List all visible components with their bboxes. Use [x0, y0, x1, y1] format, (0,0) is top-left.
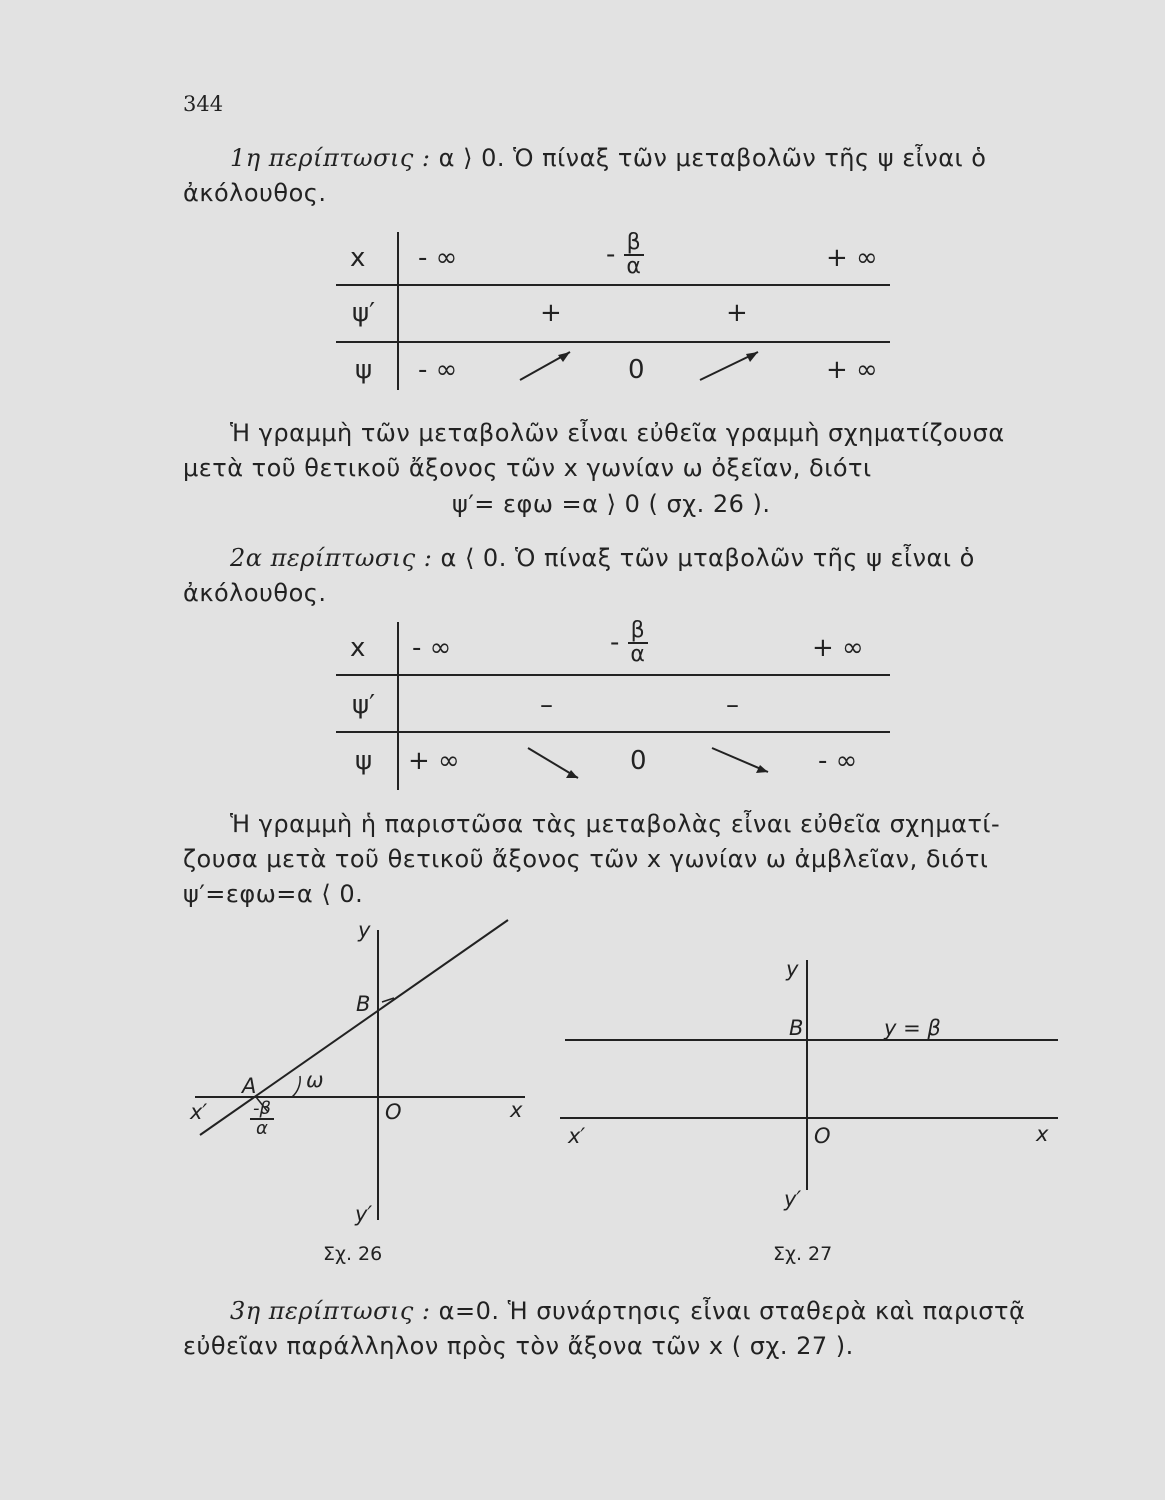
para1-line3: ψ′= εφω =α ⟩ 0 ( σχ. 26 ). — [452, 490, 771, 518]
fig27-origin-label: O — [814, 1124, 831, 1148]
t2-x-c3: + ∞ — [812, 633, 864, 663]
t2-psi-c3: - ∞ — [818, 746, 858, 776]
t1-psi-c2: 0 — [628, 355, 645, 385]
t2-dpsi-label: ψ′ — [352, 690, 376, 720]
case3-heading: 3η περίπτωσις : — [230, 1297, 431, 1325]
fig27-xprime-label: x′ — [568, 1124, 586, 1148]
case1-text: α ⟩ 0. Ὁ πίναξ τῶν μεταβολῶν τῆς ψ εἶναι ὁ — [430, 144, 987, 172]
t2-x-label: x — [350, 633, 366, 663]
t1-dpsi-label: ψ′ — [352, 298, 376, 328]
t2-psi-label: ψ — [355, 746, 373, 776]
para2-line1: Ἡ γραμμὴ ἡ παριστῶσα τὰς μεταβολὰς εἶναι εὐθεῖα σχηματί- — [230, 810, 1001, 838]
fig27-equation-label: y = β — [884, 1016, 941, 1040]
case1-heading: 1η περίπτωσις : — [230, 144, 431, 172]
fig26-xprime-label: x′ — [190, 1100, 208, 1124]
fig27-y-label: y — [786, 957, 799, 981]
t1-x-label: x — [350, 243, 366, 273]
fig26-A-label: A — [242, 1074, 257, 1098]
fig27-caption: Σχ. 27 — [773, 1243, 833, 1265]
case3-text: α=0. Ἡ συνάρτησις εἶναι σταθερὰ καὶ παριστᾷ — [430, 1297, 1026, 1325]
case3-line2: εὐθεῖαν παράλληλον πρὸς τὸν ἄξονα τῶν x ( σχ. 27 ). — [183, 1332, 854, 1360]
t2-dpsi-c2: – — [726, 690, 739, 720]
para1-line1: Ἡ γραμμὴ τῶν μεταβολῶν εἶναι εὐθεῖα γραμμὴ σχηματίζουσα — [230, 419, 1005, 447]
para1-line2: μετὰ τοῦ θετικοῦ ἄξονος τῶν x γωνίαν ω ὀξεῖαν, διότι — [183, 454, 872, 482]
case2-line2: ἀκόλουθος. — [183, 579, 327, 607]
t1-dpsi-c2: + — [726, 298, 748, 328]
t1-x-c3: + ∞ — [826, 243, 878, 273]
fig27-x-label: x — [1036, 1122, 1049, 1146]
t2-x-c2: - $\frac{\beta}{\alpha}$ — [610, 620, 648, 666]
fig26-y-label: y — [358, 918, 371, 942]
fig26-B-label: B — [356, 992, 371, 1016]
t1-psi-c3: + ∞ — [826, 355, 878, 385]
para2-line2: ζουσα μετὰ τοῦ θετικοῦ ἄξονος τῶν x γωνίαν ω ἀμβλεῖαν, διότι — [183, 845, 989, 873]
fig26-intercept-fraction: $\frac{-\beta}{\alpha}$ — [250, 1100, 274, 1138]
fig27-yprime-label: y′ — [784, 1187, 802, 1211]
t2-dpsi-c1: – — [540, 690, 553, 720]
t1-x-c2: - $\frac{\beta}{\alpha}$ — [606, 232, 644, 278]
case2-heading: 2α περίπτωσις : — [230, 544, 433, 572]
t2-x-c1: - ∞ — [412, 633, 452, 663]
fig26-origin-label: O — [385, 1100, 402, 1124]
t2-psi-c2: 0 — [630, 746, 647, 776]
case2-text: α ⟨ 0. Ὁ πίναξ τῶν μταβολῶν τῆς ψ εἶναι ὁ — [432, 544, 975, 572]
case1-line2: ἀκόλουθος. — [183, 179, 327, 207]
t2-psi-c1: + ∞ — [408, 746, 460, 776]
fig26-x-label: x — [510, 1098, 523, 1122]
fig26-yprime-label: y′ — [355, 1202, 373, 1226]
t1-dpsi-c1: + — [540, 298, 562, 328]
t1-psi-c1: - ∞ — [418, 355, 458, 385]
page-number: 344 — [183, 92, 224, 116]
fig27-B-label: B — [789, 1016, 804, 1040]
t1-psi-label: ψ — [355, 355, 373, 385]
t1-x-c1: - ∞ — [418, 243, 458, 273]
case3-line1 — [230, 1293, 1025, 1330]
para2-line3: ψ′=εφω=α ⟨ 0. — [183, 880, 364, 908]
fig26-caption: Σχ. 26 — [323, 1243, 383, 1265]
fig26-omega-label: ω — [306, 1068, 324, 1092]
